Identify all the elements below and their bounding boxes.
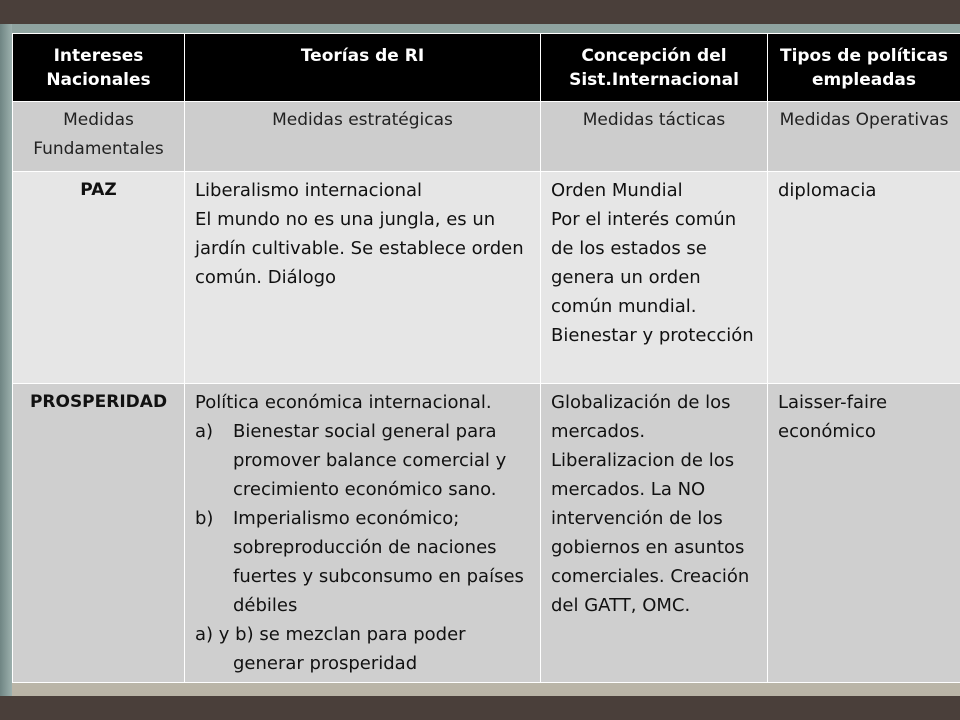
table-row-paz (13, 172, 960, 384)
prosperidad-theory-title: Política económica internacional. (195, 392, 492, 413)
cell-paz-conception (541, 172, 768, 384)
subheader-estrategicas: Medidas estratégicas (185, 102, 541, 172)
header-tipos: Tipos de políticas empleadas (768, 34, 960, 102)
cell-prosperidad-theory (185, 384, 541, 683)
header-teorias: Teorías de RI (185, 34, 541, 102)
row-label-prosperidad: PROSPERIDAD (13, 384, 185, 683)
list-item (195, 504, 530, 620)
table-row-prosperidad (13, 384, 960, 683)
prosperidad-theory-footer: a) y b) se mezclan para poder generar prosperidad (195, 624, 466, 674)
list-marker: b) (195, 508, 214, 529)
paz-conception-title: Orden Mundial (551, 180, 683, 201)
list-text: Bienestar social general para promover balance comercial y crecimiento económico sano. (233, 421, 507, 500)
paz-theory-title: Liberalismo internacional (195, 180, 423, 201)
cell-prosperidad-conception: Globalización de los mercados. Liberalizacion de los mercados. La NO intervención de los gobiernos en asuntos comerciales. Creación del GATT, OMC. (541, 384, 768, 683)
list-item (195, 417, 530, 504)
cell-paz-theory (185, 172, 541, 384)
slide-left-edge (0, 24, 12, 696)
header-concepcion: Concepción del Sist.Internacional (541, 34, 768, 102)
policy-table-container (12, 33, 960, 678)
slide-top-border (0, 0, 960, 24)
cell-prosperidad-policy: Laisser-faire económico (768, 384, 960, 683)
paz-conception-text: Por el interés común de los estados se genera un orden común mundial. Bienestar y protección (551, 209, 754, 346)
list-marker: a) (195, 421, 214, 442)
policy-table (12, 33, 960, 683)
header-intereses: Intereses Nacionales (13, 34, 185, 102)
prosperidad-theory-list (195, 417, 530, 620)
subheader-row (13, 102, 960, 172)
subheader-operativas: Medidas Operativas (768, 102, 960, 172)
paz-theory-text: El mundo no es una jungla, es un jardín cultivable. Se establece orden común. Diálogo (195, 209, 524, 288)
header-row (13, 34, 960, 102)
list-text: Imperialismo económico; sobreproducción de naciones fuertes y subconsumo en países débiles (233, 508, 524, 616)
cell-paz-policy: diplomacia (768, 172, 960, 384)
row-label-paz: PAZ (13, 172, 185, 384)
subheader-fundamentales: Medidas Fundamentales (13, 102, 185, 172)
slide-bottom-border (0, 696, 960, 720)
subheader-tacticas: Medidas tácticas (541, 102, 768, 172)
